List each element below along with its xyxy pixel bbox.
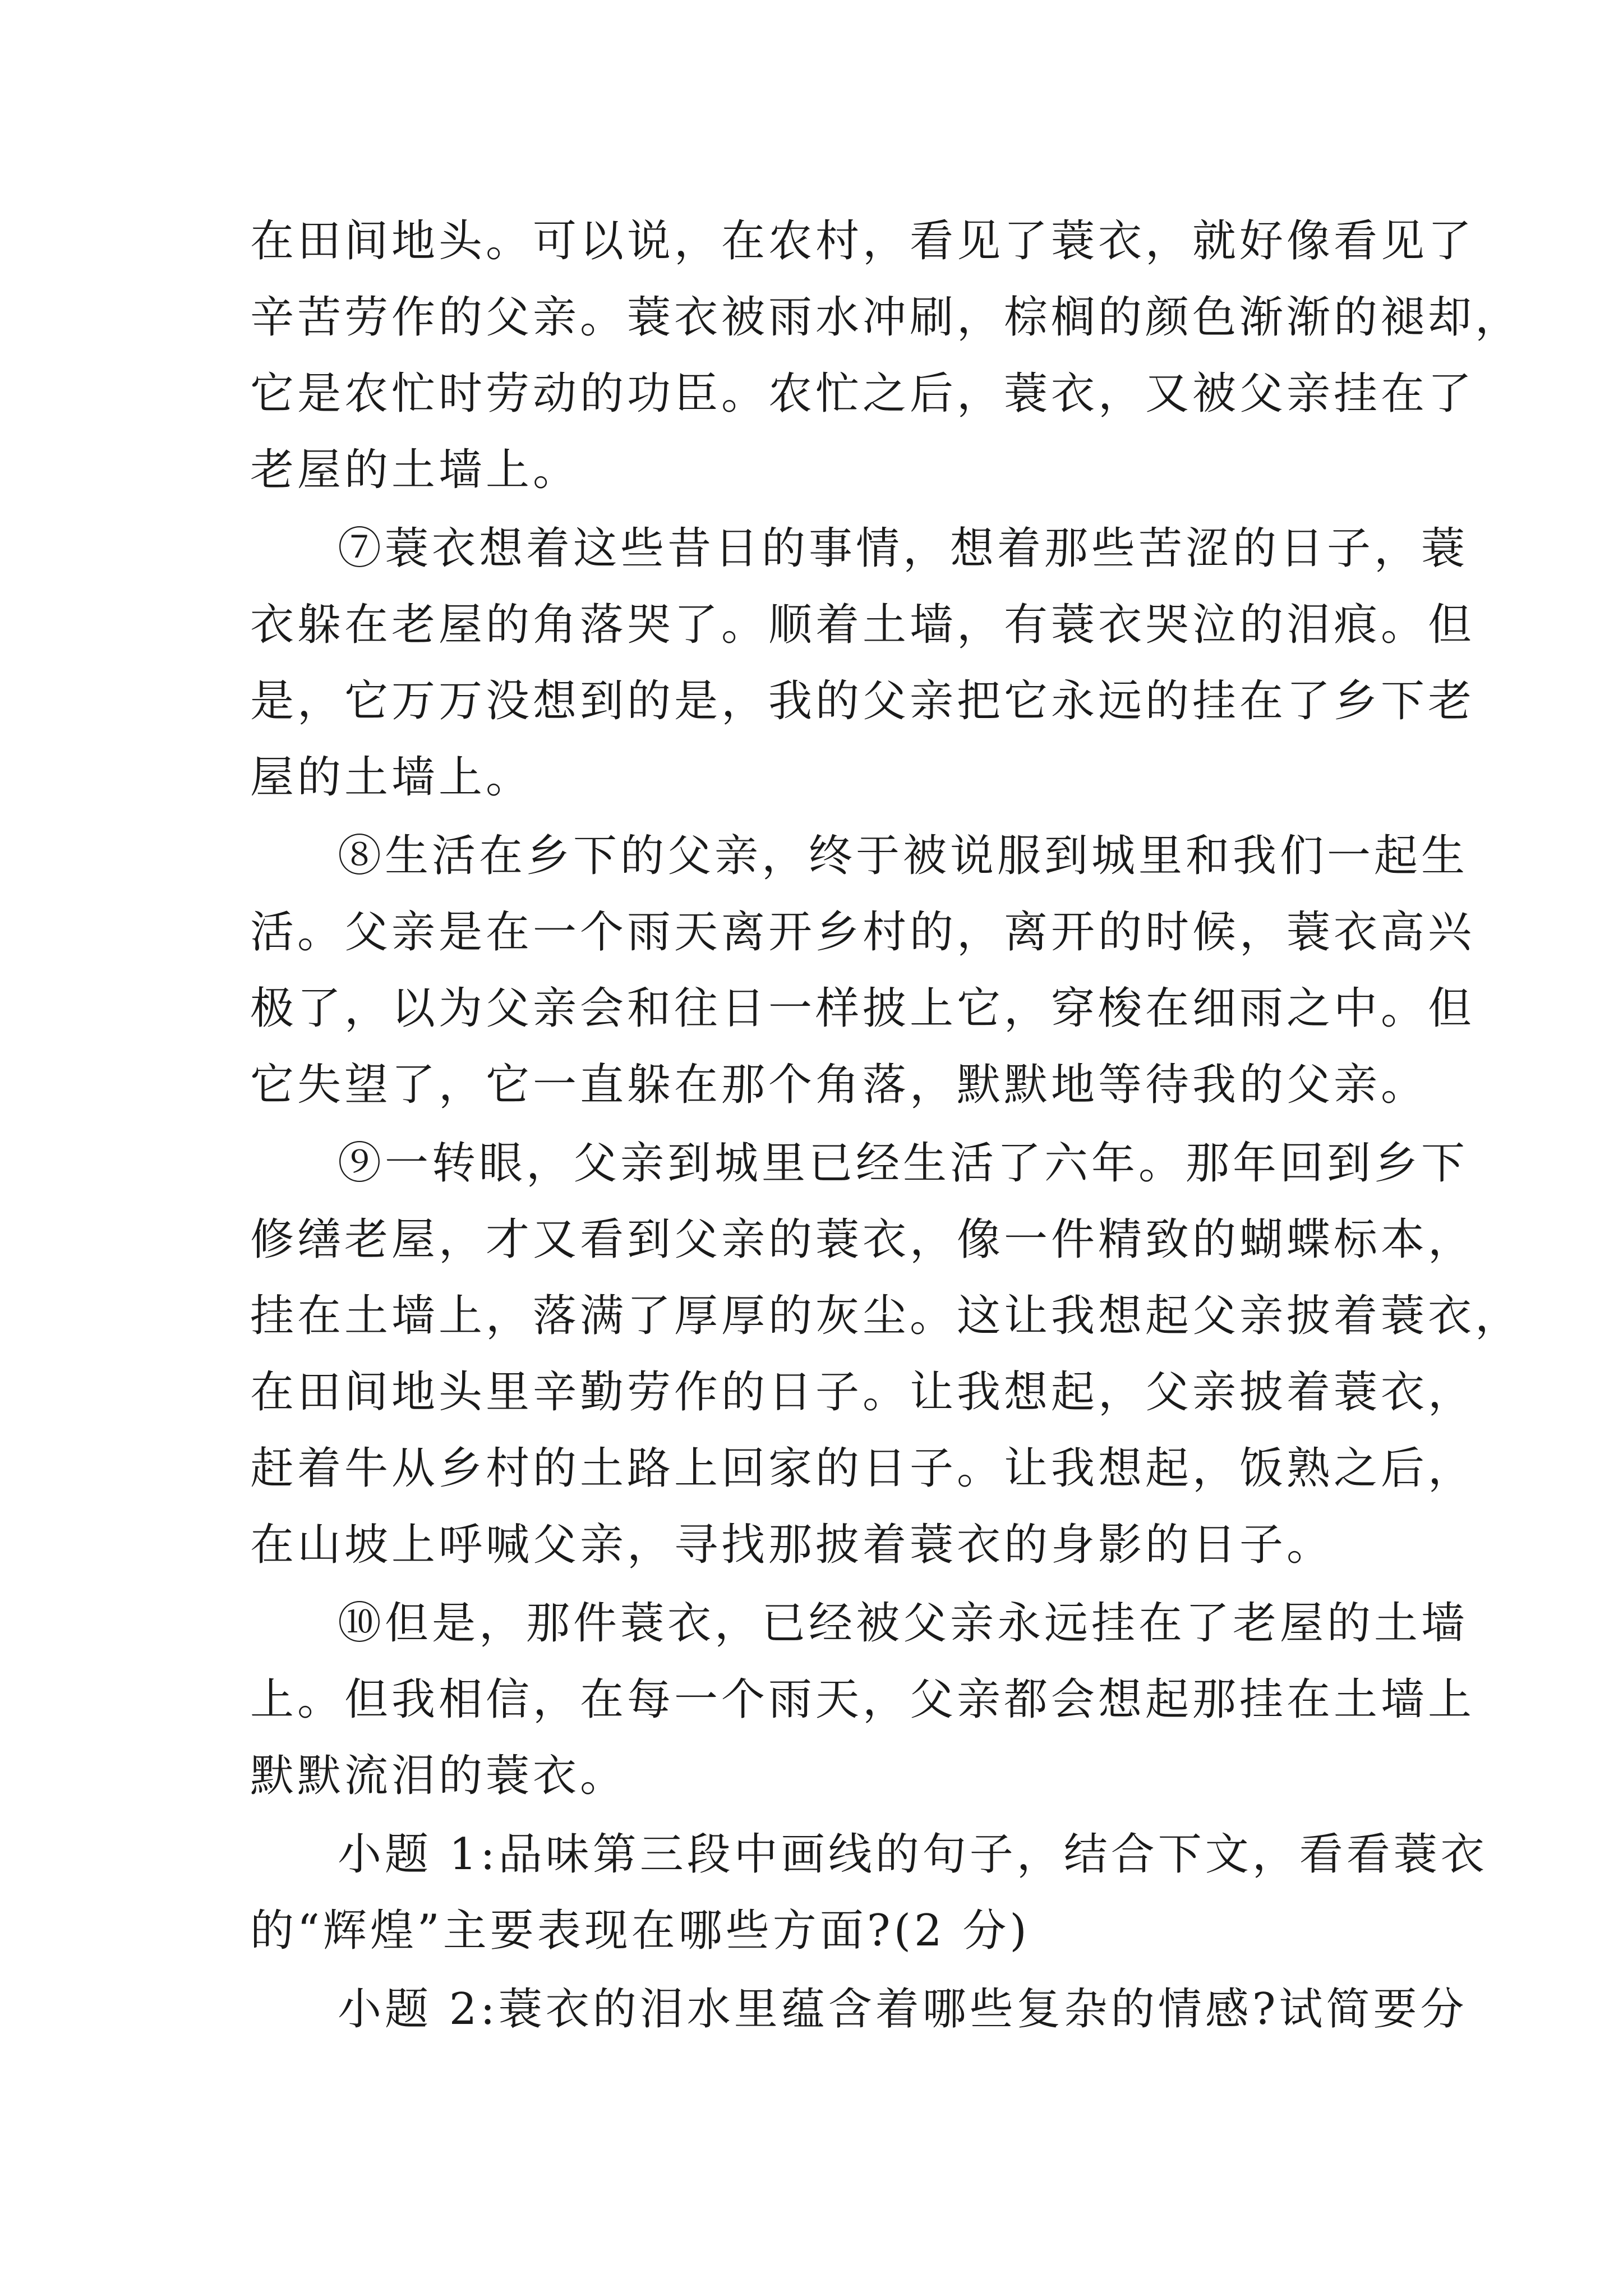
text-line: 老屋的土墙上。 [250,445,580,495]
text-line: 它是农忙时劳动的功臣。农忙之后，蓑衣，又被父亲挂在了 [250,369,1476,419]
text-line: 是，它万万没想到的是，我的父亲把它永远的挂在了乡下老 [250,676,1476,726]
paragraph-8 [250,818,1476,1123]
paragraph-9 [250,1125,1523,1583]
paragraph-6-continuation [250,203,1523,508]
paragraph-7 [250,510,1476,816]
text-line: 衣躲在老屋的角落哭了。顺着土墙，有蓑衣哭泣的泪痕。但 [250,600,1476,650]
text-line: 极了，以为父亲会和往日一样披上它，穿梭在细雨之中。但 [250,983,1476,1034]
paragraph-10 [250,1585,1476,1814]
question-1 [250,1816,1488,1969]
text-line: ⑨一转眼，父亲到城里已经生活了六年。那年回到乡下 [338,1138,1469,1189]
text-line: 的“辉煌”主要表现在哪些方面?(2 分) [250,1906,1030,1956]
text-line: 在山坡上呼喊父亲，寻找那披着蓑衣的身影的日子。 [250,1520,1334,1570]
text-line: 在田间地头里辛勤劳作的日子。让我想起，父亲披着蓑衣， [250,1367,1476,1418]
question-2 [250,1971,1468,2047]
text-line: 小题 2:蓑衣的泪水里蕴含着哪些复杂的情感?试简要分 [338,1984,1468,2035]
text-line: 修缮老屋，才又看到父亲的蓑衣，像一件精致的蝴蝶标本， [250,1214,1476,1265]
text-line: 辛苦劳作的父亲。蓑衣被雨水冲刷，棕榈的颜色渐渐的褪却， [250,292,1523,343]
text-line: 默默流泪的蓑衣。 [250,1751,628,1801]
text-line: 在田间地头。可以说，在农村，看见了蓑衣，就好像看见了 [250,216,1476,266]
text-line: 它失望了，它一直躲在那个角落，默默地等待我的父亲。 [250,1060,1428,1110]
text-line: 小题 1:品味第三段中画线的句子，结合下文，看看蓑衣 [338,1829,1488,1880]
text-line: 活。父亲是在一个雨天离开乡村的，离开的时候，蓑衣高兴 [250,907,1476,958]
text-line: ⑩但是，那件蓑衣，已经被父亲永远挂在了老屋的土墙 [338,1598,1469,1649]
text-line: 上。但我相信，在每一个雨天，父亲都会想起那挂在土墙上 [250,1674,1476,1725]
text-line: 屋的土墙上。 [250,752,533,803]
text-line: 赶着牛从乡村的土路上回家的日子。让我想起，饭熟之后， [250,1443,1476,1494]
text-line: 挂在土墙上，落满了厚厚的灰尘。这让我想起父亲披着蓑衣， [250,1291,1523,1341]
text-line: ⑧生活在乡下的父亲，终于被说服到城里和我们一起生 [338,831,1469,881]
text-line: ⑦蓑衣想着这些昔日的事情，想着那些苦涩的日子，蓑 [338,523,1469,574]
document-body [250,203,1523,2050]
